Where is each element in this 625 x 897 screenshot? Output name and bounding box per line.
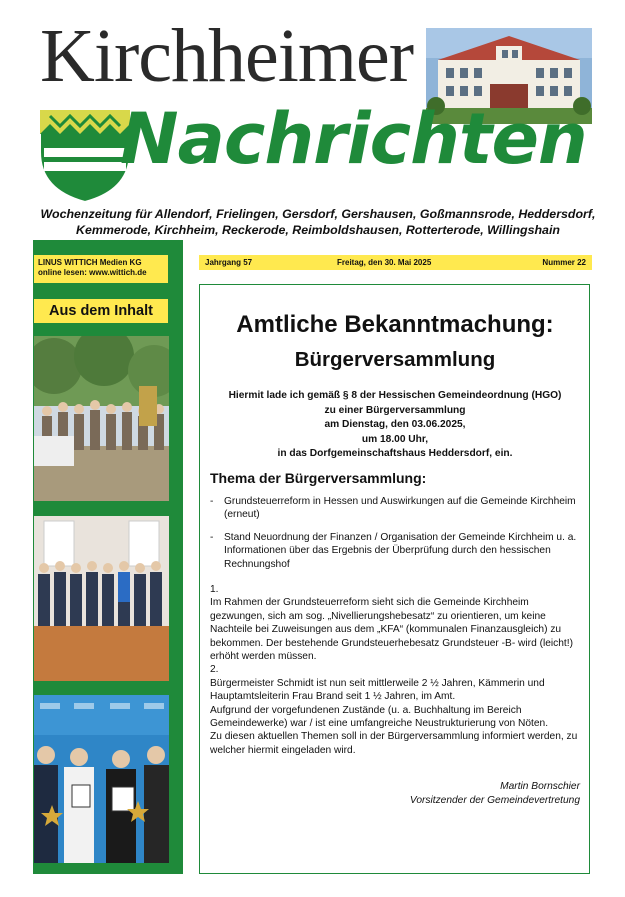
issue-header-bar <box>199 255 592 270</box>
signature-title: Vorsitzender der Gemeindevertretung <box>409 795 580 806</box>
bullet-text: Grundsteuerreform in Hessen und Auswirkungen auf die Gemeinde Kirchheim (erneut) <box>224 496 576 521</box>
masthead-title-line2: Nachrichten <box>120 98 587 180</box>
issue-number: Nummer 22 <box>542 258 586 267</box>
notice-body <box>210 583 582 757</box>
body-paragraph: Aufgrund der vorgefundenen Zustände (u. a. Buchhaltung im Bereich Gemeindewerke) war / ist eine umfangreiche Neustrukturierung von Nöten. <box>210 704 549 730</box>
invite-line: am Dienstag, den 03.06.2025, <box>324 419 466 431</box>
publisher-url[interactable]: online lesen: www.wittich.de <box>38 268 147 277</box>
notice-subtitle: Bürgerversammlung <box>294 348 496 371</box>
publisher-info <box>34 255 168 283</box>
group-photo-park <box>34 336 169 501</box>
topic-heading: Thema der Bürgerversammlung: <box>210 470 427 486</box>
issue-date: Freitag, den 30. Mai 2025 <box>337 258 432 267</box>
bullet-dash: - <box>210 496 214 507</box>
invite-line: in das Dorfgemeinschaftshaus Heddersdorf, ein. <box>277 448 513 460</box>
bullet-text: Stand Neuordnung der Finanzen / Organisation der Gemeinde Kirchheim u. a. Informationen über das Ergebnis der Überprüfung durch den hessischen Rechnungshof <box>224 532 577 570</box>
award-photo <box>34 695 169 863</box>
masthead-subtitle <box>40 206 596 238</box>
topic-bullet <box>210 495 582 522</box>
issue-volume: Jahrgang 57 <box>205 258 253 267</box>
invite-line: um 18.00 Uhr, <box>361 433 429 445</box>
bullet-dash: - <box>210 532 214 543</box>
signature-name: Martin Bornschier <box>500 781 580 792</box>
invite-line: Hiermit lade ich gemäß § 8 der Hessischen Gemeindeordnung (HGO) <box>228 390 562 401</box>
body-paragraph: Bürgermeister Schmidt ist nun seit mittlerweile 2 ½ Jahren, Kämmerin und Hauptamtsleiterin Frau Brand seit 1 ½ Jahren, im Amt. <box>210 677 545 703</box>
toc-label: Aus dem Inhalt <box>34 299 168 323</box>
group-photo-hall <box>34 516 169 681</box>
signature-block <box>380 780 580 808</box>
body-paragraph: Im Rahmen der Grundsteuerreform sieht sich die Gemeinde Kirchheim gezwungen, sich am sog. „Nivellierungshebesatz“ zu orientieren, um keine Nachteile bei Zuweisungen aus dem „KFA“ (kommunalen Finanzausgleich) zu bekommen. Der bestehende Grundsteuerhebesatz Grundsteuer -B- wird (leicht!) erhöht werden müssen. <box>210 597 573 663</box>
topic-bullet <box>210 531 582 571</box>
body-paragraph: 1. <box>210 584 219 595</box>
notice-title: Amtliche Bekanntmachung: <box>236 311 554 338</box>
publisher-name: LINUS WITTICH Medien KG <box>38 258 142 267</box>
masthead-title-line1: Kirchheimer <box>40 14 414 98</box>
subtitle-line2: Kemmerode, Kirchheim, Reckerode, Reimboldshausen, Rotterterode, Willingshain <box>76 223 560 237</box>
body-paragraph: 2. <box>210 664 219 676</box>
invite-line: zu einer Bürgerversammlung <box>324 404 466 416</box>
body-paragraph: Zu diesen aktuellen Themen soll in der Bürgerversammlung informiert werden, zu welcher hiermit eingeladen wird. <box>210 731 578 756</box>
subtitle-line1: Wochenzeitung für Allendorf, Frielingen, Gersdorf, Gershausen, Goßmannsrode, Heddersdorf, <box>40 207 596 221</box>
invitation-text <box>200 389 590 462</box>
